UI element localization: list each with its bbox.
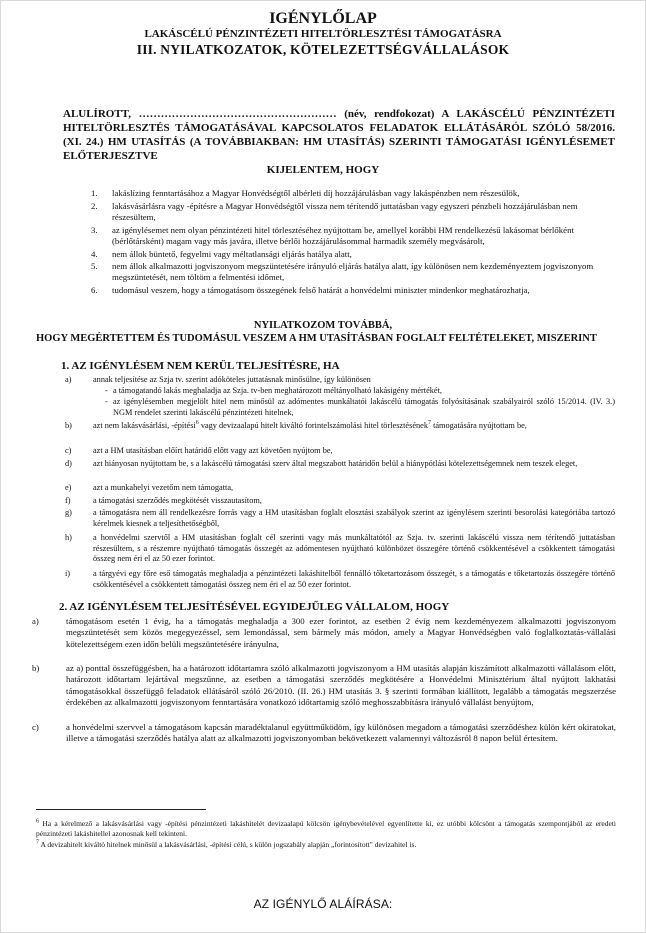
- footnote-text: A devizahitelt kiváltó hitelnek minősül a lakásvásárlási, -építési célú, s külön jogszabály alapján „forintosított" devizahitel is.: [40, 840, 417, 849]
- footnote-number: 7: [36, 839, 39, 846]
- item-text: azt a HM utasításban előírt határidő előtt vagy azt követően nyújtom be,: [93, 446, 333, 455]
- signature-label: AZ IGÉNYLŐ ALÁÍRÁSA:: [253, 897, 393, 911]
- section-2-item-a: [32, 616, 616, 650]
- item-text: azt hiányosan nyújtottam be, s a lakáscélú támogatási szerv által megszabott határidőn belül a hiánypótlási kötelezettségemnek nem teszek eleget,: [93, 459, 578, 468]
- item-letter: b): [65, 421, 72, 430]
- item-text: támogatásom esetén 1 évig, ha a támogatás meghaladja a 300 ezer forintot, az esetben 2 évig nem kezdeményezem alkalmazotti jogviszonyom megszüntetését sem közös megegyezéssel, sem lemondással, sem bármely más módon, amely a Magyar Honvédségben való foglalkoztatás-vállalási kötelezettségem ezen időn belüli megszüntetésére irányulna,: [66, 616, 616, 649]
- section-1-item-b: [65, 420, 615, 432]
- item-text: tudomásul veszem, hogy a támogatásom összegének felső határát a honvédelmi miniszter mindenkor meghatározhatja,: [112, 285, 530, 296]
- section-2-item-b: [32, 663, 616, 708]
- item-text: azt nem lakásvásárlási, -építési: [93, 421, 196, 430]
- footnote-ref: 7: [428, 420, 431, 427]
- dash-marker: -: [105, 397, 108, 406]
- item-text: azt a munkahelyi vezetőm nem támogatta,: [93, 483, 234, 492]
- item-letter: b): [32, 663, 40, 673]
- item-number: 6.: [91, 285, 98, 296]
- item-letter: a): [32, 616, 39, 626]
- section-1-item-g: [65, 508, 615, 529]
- item-number: 3.: [91, 224, 98, 235]
- item-text: a támogatandó lakás meghaladja az Szja. tv-ben meghatározott méltányolható lakásigény mértékét,: [113, 386, 442, 395]
- item-letter: i): [65, 569, 71, 578]
- section-2-item-c: [32, 722, 616, 745]
- item-text: a tárgyévi egy főre eső támogatás meghaladja a pénzintézeti lakáshitelből fennálló tőketartozásom összegét, s a támogatás e tőketartozás összegére történő csökkentésével a csökkentett támogatási összeg nem éri el az 50 ezer forintot.: [93, 569, 615, 589]
- section-1-title: 1. AZ IGÉNYLÉSEM NEM KERÜL TELJESÍTÉSRE, HA: [61, 360, 340, 372]
- section-1-item-f: [65, 496, 615, 507]
- item-text: a honvédelmi szervtől a HM utasításban foglalt cél szerinti vagy más munkáltatótól az Szja. tv. szerinti lakáscélú vissza nem térítendő juttatásban részesültem, s a részemre nyújtható támogatás összegét az adómentesen nyújtható különbözet összegére történő csökkentésével a csökkentett támogatási összeg nem éri el az 50 ezer forintot.: [93, 533, 615, 564]
- footnote-ref: 6: [195, 420, 199, 427]
- list-item: [91, 248, 611, 260]
- item-number: 4.: [91, 248, 98, 259]
- page-title: IGÉNYLŐLAP: [269, 10, 377, 27]
- item-text: az igénylésemet nem olyan pénzintézeti hitel törlesztéséhez nyújtottam be, amellyel korábbi HM rendelkezésű lakásomat bérlőként (bérlőtársként) magam vagy más javára, illetve bérlői hozzájárulásommal harmadik személy megvásárolt,: [112, 224, 574, 246]
- declaration-paragraph: ALULÍROTT, ……………………………………………… (név, rendfokozat) A LAKÁSCÉLÚ PÉNZINTÉZETI HITELTÖRLESZTÉS TÁMOGATÁSÁVAL KAPCSOLATOS FELADATOK ELLÁTÁSÁRÓL SZÓLÓ 58/2016. (XI. 24.) HM UTASÍTÁS (A TOVÁBBIAKBAN: HM UTASÍTÁS) SZERINTI TÁMOGATÁSI IGÉNYLÉSEMET ELŐTERJESZTVE: [63, 108, 615, 162]
- section-1-item-d: [65, 459, 615, 470]
- item-letter: d): [65, 459, 72, 468]
- item-text: lakáslízing fenntartásához a Magyar Honvédségtől albérleti díj hozzájárulásban vagy lakáspénzben nem részesülök,: [112, 188, 520, 198]
- section-1-item-a: [65, 375, 615, 386]
- footnote-number: 6: [36, 818, 39, 825]
- footnote-divider: [36, 809, 206, 810]
- item-letter: e): [65, 483, 72, 492]
- dash-marker: -: [105, 386, 108, 395]
- footnote: [36, 840, 616, 850]
- statement-list: [91, 188, 611, 298]
- item-text: támogatására nyújtottam be,: [431, 421, 527, 430]
- item-text: a honvédelmi szervvel a támogatásom kapcsán maradéktalanul együttműködöm, így különösen megadom a támogatási szerződéshez külön kért okiratokat, illetve a támogatási szerződés hatálya alatt az alkalmazotti jogviszonyomban bekövetkezett valamennyi változásról 8 napon belül értesítem.: [66, 722, 616, 744]
- section-2-title: 2. AZ IGÉNYLÉSEM TELJESÍTÉSÉVEL EGYIDEJŰLEG VÁLLALOM, HOGY: [59, 601, 450, 613]
- item-text: az a) ponttal összefüggésben, ha a határozott időtartamra szóló alkalmazotti jogviszonyom a HM utasítás alapján kiszámított alkalmazotti vállalásom előtt, határozott időtartam lejártával megszűnne, az esetben a támogatási szerződés megkötésére a Honvédelmi Minisztérium által nyújtott lakhatási támogatásokkal összefüggő feladatok ellátásáról szóló 26/2010. (II. 26.) HM utasítás 3. § szerinti formában kiállított, legalább a támogatás megszerzése érdekében az alkalmazotti jogviszonyom fenntartására vonatkozó időtartamig szóló meghosszabbításra irányuló vállalást benyújtom,: [66, 663, 616, 707]
- section-1-item-e: [65, 483, 615, 494]
- item-number: 5.: [91, 261, 98, 272]
- item-text: az igénylésemben megjelölt hitel nem minősül az adómentes munkáltatói lakáscélú támogatás folyósításának szabályairól szóló 15/2014. (IV. 3.) NGM rendelet szerinti lakáscélú pénzintézeti hitelnek,: [113, 397, 615, 417]
- item-text: vagy devizaalapú hitelt kiváltó forintelszámolási hitel törlesztésének: [198, 421, 428, 430]
- item-text: annak teljesítése az Szja tv. szerint adóköteles juttatásnak minősülne, így különösen: [93, 375, 371, 384]
- footnote: [36, 819, 616, 838]
- item-number: 2.: [91, 200, 98, 211]
- item-text: a támogatási szerződés megkötését visszautasítom,: [93, 496, 262, 505]
- item-letter: c): [65, 446, 72, 455]
- item-letter: a): [65, 375, 72, 384]
- section-1-dash-item: [105, 386, 615, 397]
- section-1-dash-item: [105, 397, 615, 418]
- footnote-text: Ha a kérelmező a lakásvásárlási vagy -építési pénzintézeti lakáshitelét devizaalapú kölcsön igénybevételével egyenlítette ki, ez utóbbi kölcsönt a támogatás szempontjából az eredeti pénzintézeti lakáshitellel azonosnak kell tekinteni.: [36, 819, 617, 838]
- item-text: a támogatásra nem áll rendelkezésre forrás vagy a HM utasításban foglalt elosztási szabályok szerint az igénylésem szerinti besorolási kategóriába tartozó kérelmek kiesnek a teljesíthetőségből,: [93, 508, 615, 528]
- item-letter: h): [65, 533, 72, 542]
- item-text: nem állok büntető, fegyelmi vagy méltatlansági eljárás hatálya alatt,: [112, 248, 352, 259]
- section-1-item-h: [65, 533, 615, 565]
- further-heading: NYILATKOZOM TOVÁBBÁ,: [253, 320, 393, 331]
- list-item: [91, 200, 611, 223]
- page-subtitle: LAKÁSCÉLÚ PÉNZINTÉZETI HITELTÖRLESZTÉSI TÁMOGATÁSRA: [144, 28, 502, 40]
- item-letter: c): [32, 722, 39, 732]
- list-item: [91, 188, 611, 199]
- item-number: 1.: [91, 188, 98, 198]
- list-item: [91, 261, 611, 283]
- section-1-item-i: [65, 569, 615, 590]
- section-1-item-c: [65, 446, 615, 457]
- section-title: III. NYILATKOZATOK, KÖTELEZETTSÉGVÁLLALÁSOK: [136, 42, 510, 57]
- declaration-closing: KIJELENTEM, HOGY: [266, 164, 380, 176]
- list-item: [91, 224, 611, 247]
- item-letter: f): [65, 496, 71, 505]
- item-text: nem állok alkalmazotti jogviszonyom megszüntetésére irányuló eljárás hatálya alatt, így különösen nem kezdeményeztem jogviszonyom megszüntetését, nem töltöm a felmentési időmet,: [112, 261, 594, 283]
- list-item: [91, 285, 611, 296]
- item-text: lakásvásárlásra vagy -építésre a Magyar Honvédségtől vissza nem térítendő juttatásban vagy egyszeri pénzbeli hozzájárulásban nem részesültem,: [112, 200, 578, 222]
- further-paragraph: HOGY MEGÉRTETTEM ÉS TUDOMÁSUL VESZEM A HM UTASÍTÁSBAN FOGLALT FELTÉTELEKET, MISZERINT: [36, 333, 597, 344]
- item-letter: g): [65, 508, 72, 517]
